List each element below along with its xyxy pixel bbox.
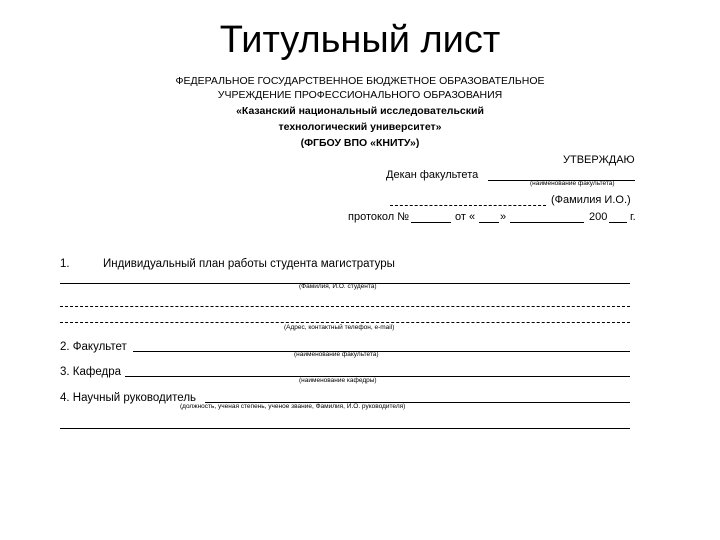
org-line-1: ФЕДЕРАЛЬНОЕ ГОСУДАРСТВЕННОЕ БЮДЖЕТНОЕ ОБРАЗОВАТЕЛЬНОЕ xyxy=(175,75,545,87)
signature-name: (Фамилия И.О.) xyxy=(551,194,631,206)
item1-title: Индивидуальный план работы студента магистратуры xyxy=(103,258,395,270)
dean-label: Декан факультета xyxy=(386,169,479,181)
address-caption: (Адрес, контактный телефон, e-mail) xyxy=(284,324,395,331)
protocol-from: от « xyxy=(455,211,476,223)
department-caption: (наименование кафедры) xyxy=(299,377,377,384)
protocol-year-line xyxy=(609,222,627,223)
protocol-quote: » xyxy=(500,211,507,223)
faculty-label: 2. Факультет xyxy=(60,341,127,353)
org-line-2: УЧРЕЖДЕНИЕ ПРОФЕССИОНАЛЬНОГО ОБРАЗОВАНИЯ xyxy=(217,89,503,101)
page-title: Титульный лист xyxy=(219,19,501,61)
faculty-caption: (наименование факультета) xyxy=(294,351,379,358)
org-line-4: технологический университет» xyxy=(278,121,442,133)
protocol-month-line xyxy=(510,222,584,223)
item1-number: 1. xyxy=(60,258,70,270)
org-line-3: «Казанский национальный исследовательский xyxy=(236,105,484,117)
dean-faculty-caption: (наименование факультета) xyxy=(530,180,615,187)
student-name-caption: (Фамилия, И.О. студента) xyxy=(299,283,377,290)
supervisor-label: 4. Научный руководитель xyxy=(60,392,197,404)
supervisor-line-2 xyxy=(60,428,630,429)
department-label: 3. Кафедра xyxy=(60,366,121,378)
protocol-day-line xyxy=(479,222,499,223)
address-line-1 xyxy=(60,306,630,307)
department-line xyxy=(125,376,630,377)
protocol-label: протокол № xyxy=(348,211,410,223)
protocol-year-suffix: г. xyxy=(630,211,636,223)
org-line-5: (ФГБОУ ВПО «КНИТУ») xyxy=(300,137,420,149)
faculty-line xyxy=(133,351,630,352)
protocol-year-prefix: 200 xyxy=(589,211,608,223)
protocol-number-line xyxy=(411,222,451,223)
supervisor-caption: (должность, ученая степень, ученое звание, Фамилия, И.О. руководителя) xyxy=(180,403,406,410)
address-line-2 xyxy=(60,322,630,323)
signature-line xyxy=(390,205,546,206)
approve-heading: УТВЕРЖДАЮ xyxy=(563,154,635,166)
